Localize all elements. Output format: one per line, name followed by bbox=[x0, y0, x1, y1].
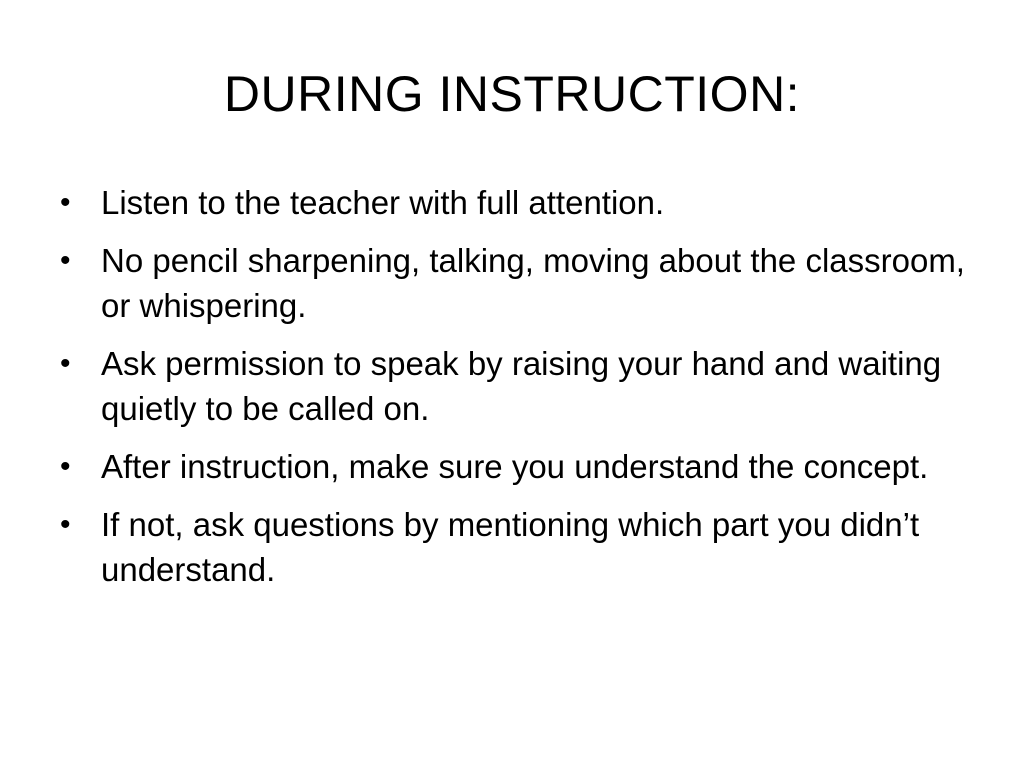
slide-title: DURING INSTRUCTION: bbox=[223, 66, 801, 122]
list-item bbox=[58, 238, 978, 328]
bullet-text: After instruction, make sure you understand the concept. bbox=[101, 448, 929, 485]
list-item bbox=[58, 444, 978, 489]
bullet-list bbox=[58, 180, 978, 605]
bullet-text: If not, ask questions by mentioning which part you didn’t understand. bbox=[101, 506, 920, 588]
bullet-text: Listen to the teacher with full attention. bbox=[101, 184, 665, 221]
bullet-text: No pencil sharpening, talking, moving about the classroom, or whispering. bbox=[101, 242, 965, 324]
bullet-text: Ask permission to speak by raising your hand and waiting quietly to be called on. bbox=[101, 345, 942, 427]
bullet-icon: • bbox=[60, 186, 71, 219]
list-item bbox=[58, 502, 978, 592]
bullet-icon: • bbox=[60, 450, 71, 483]
list-item bbox=[58, 180, 978, 225]
bullet-icon: • bbox=[60, 508, 71, 541]
bullet-icon: • bbox=[60, 244, 71, 277]
bullet-icon: • bbox=[60, 347, 71, 380]
list-item bbox=[58, 341, 978, 431]
